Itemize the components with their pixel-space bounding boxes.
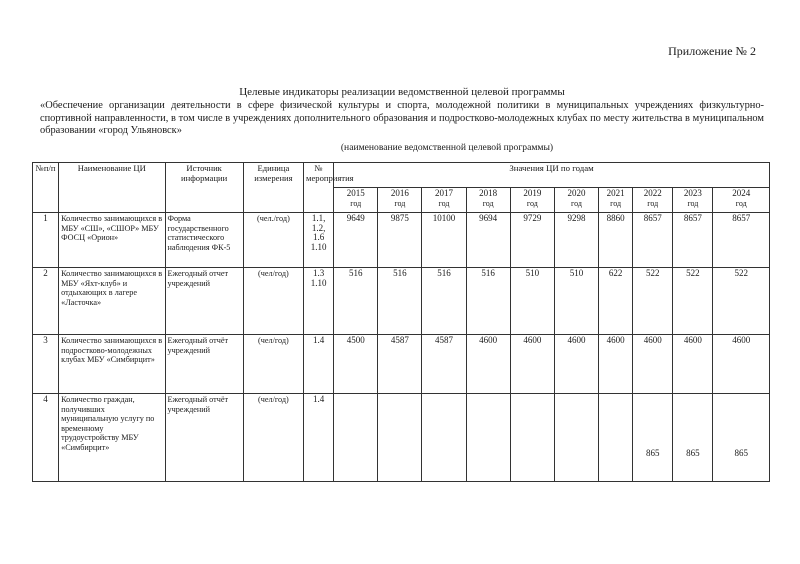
row-source: Ежегодный отчёт учреждений (165, 335, 243, 394)
row-value: 9694 (466, 213, 510, 268)
row-value: 4600 (466, 335, 510, 394)
year-header: 2019 год (510, 188, 554, 213)
row-source: Форма государственного статистического наблюдения ФК-5 (165, 213, 243, 268)
document-title: Целевые индикаторы реализации ведомственной целевой программы (239, 86, 565, 98)
row-num: 2 (33, 268, 59, 335)
row-value (378, 394, 422, 482)
row-events: 1.3 1.10 (304, 268, 334, 335)
program-name: «Обеспечение организации деятельности в сфере физической культуры и спорта, молодежной политики в муниципальных учреждениях физкультурно-спортивной направленности, в том числе в учреждениях дополнительного образования и подростково-молодежных клубах по месту жительства в муниципальном образовании «город Ульяновск» (40, 100, 764, 137)
row-value: 522 (713, 268, 770, 335)
row-value (334, 394, 378, 482)
row-unit: (чел/год) (243, 335, 303, 394)
row-value: 4600 (599, 335, 633, 394)
row-unit: (чел/год) (243, 268, 303, 335)
row-value: 10100 (422, 213, 466, 268)
row-value: 4587 (378, 335, 422, 394)
row-name: Количество граждан, получивших муниципальную услугу по временному трудоустройству МБУ «Симбирцит» (59, 394, 165, 482)
row-name: Количество занимающихся в подростково-молодежных клубах МБУ «Симбирцит» (59, 335, 165, 394)
year-header: 2017 год (422, 188, 466, 213)
row-value: 4587 (422, 335, 466, 394)
row-unit: (чел/год) (243, 394, 303, 482)
row-value: 4600 (633, 335, 673, 394)
year-header: 2020 год (554, 188, 598, 213)
row-value: 4500 (334, 335, 378, 394)
row-value: 9875 (378, 213, 422, 268)
row-value: 516 (334, 268, 378, 335)
row-source: Ежегодный отчёт учреждений (165, 394, 243, 482)
year-header: 2015 год (334, 188, 378, 213)
header-unit: Единица измерения (243, 163, 303, 213)
row-value (510, 394, 554, 482)
row-source: Ежегодный отчет учреждений (165, 268, 243, 335)
row-name: Количество занимающихся в МБУ «СШ», «СШОР» МБУ ФОСЦ «Орион» (59, 213, 165, 268)
table-row (33, 335, 770, 394)
header-values-by-year: Значения ЦИ по годам (334, 163, 770, 188)
row-value: 522 (633, 268, 673, 335)
row-value: 8860 (599, 213, 633, 268)
row-value: 8657 (633, 213, 673, 268)
row-value: 9298 (554, 213, 598, 268)
header-source: Источник информации (165, 163, 243, 213)
indicators-table (32, 162, 770, 482)
row-unit: (чел./год) (243, 213, 303, 268)
row-value: 4600 (713, 335, 770, 394)
row-value: 865 (673, 394, 713, 482)
row-value: 510 (554, 268, 598, 335)
year-header: 2023 год (673, 188, 713, 213)
row-num: 4 (33, 394, 59, 482)
row-value (422, 394, 466, 482)
row-value: 516 (466, 268, 510, 335)
row-value: 9729 (510, 213, 554, 268)
row-value: 4600 (554, 335, 598, 394)
row-value: 865 (713, 394, 770, 482)
header-events: № мероприятия (304, 163, 334, 213)
table-row (33, 213, 770, 268)
row-value: 9649 (334, 213, 378, 268)
row-events: 1.4 (304, 394, 334, 482)
row-events: 1.1, 1.2, 1.6 1.10 (304, 213, 334, 268)
row-num: 3 (33, 335, 59, 394)
row-name: Количество занимающихся в МБУ «Яхт-клуб» и отдыхающих в лагере «Ласточка» (59, 268, 165, 335)
row-value: 4600 (673, 335, 713, 394)
title-block (40, 86, 764, 153)
year-header: 2018 год (466, 188, 510, 213)
year-header: 2021 год (599, 188, 633, 213)
row-value: 865 (633, 394, 673, 482)
year-header: 2022 год (633, 188, 673, 213)
row-value (599, 394, 633, 482)
row-num: 1 (33, 213, 59, 268)
year-header: 2016 год (378, 188, 422, 213)
row-value: 622 (599, 268, 633, 335)
appendix-label: Приложение № 2 (668, 44, 756, 58)
row-value (466, 394, 510, 482)
row-events: 1.4 (304, 335, 334, 394)
row-value: 516 (378, 268, 422, 335)
row-value: 516 (422, 268, 466, 335)
header-name: Наименование ЦИ (59, 163, 165, 213)
table-row (33, 268, 770, 335)
header-num: №п/п (33, 163, 59, 213)
row-value: 8657 (713, 213, 770, 268)
row-value: 510 (510, 268, 554, 335)
program-caption: (наименование ведомственной целевой программы) (340, 141, 554, 153)
row-value: 8657 (673, 213, 713, 268)
row-value: 4600 (510, 335, 554, 394)
row-value: 522 (673, 268, 713, 335)
year-header: 2024 год (713, 188, 770, 213)
table-row (33, 394, 770, 482)
row-value (554, 394, 598, 482)
